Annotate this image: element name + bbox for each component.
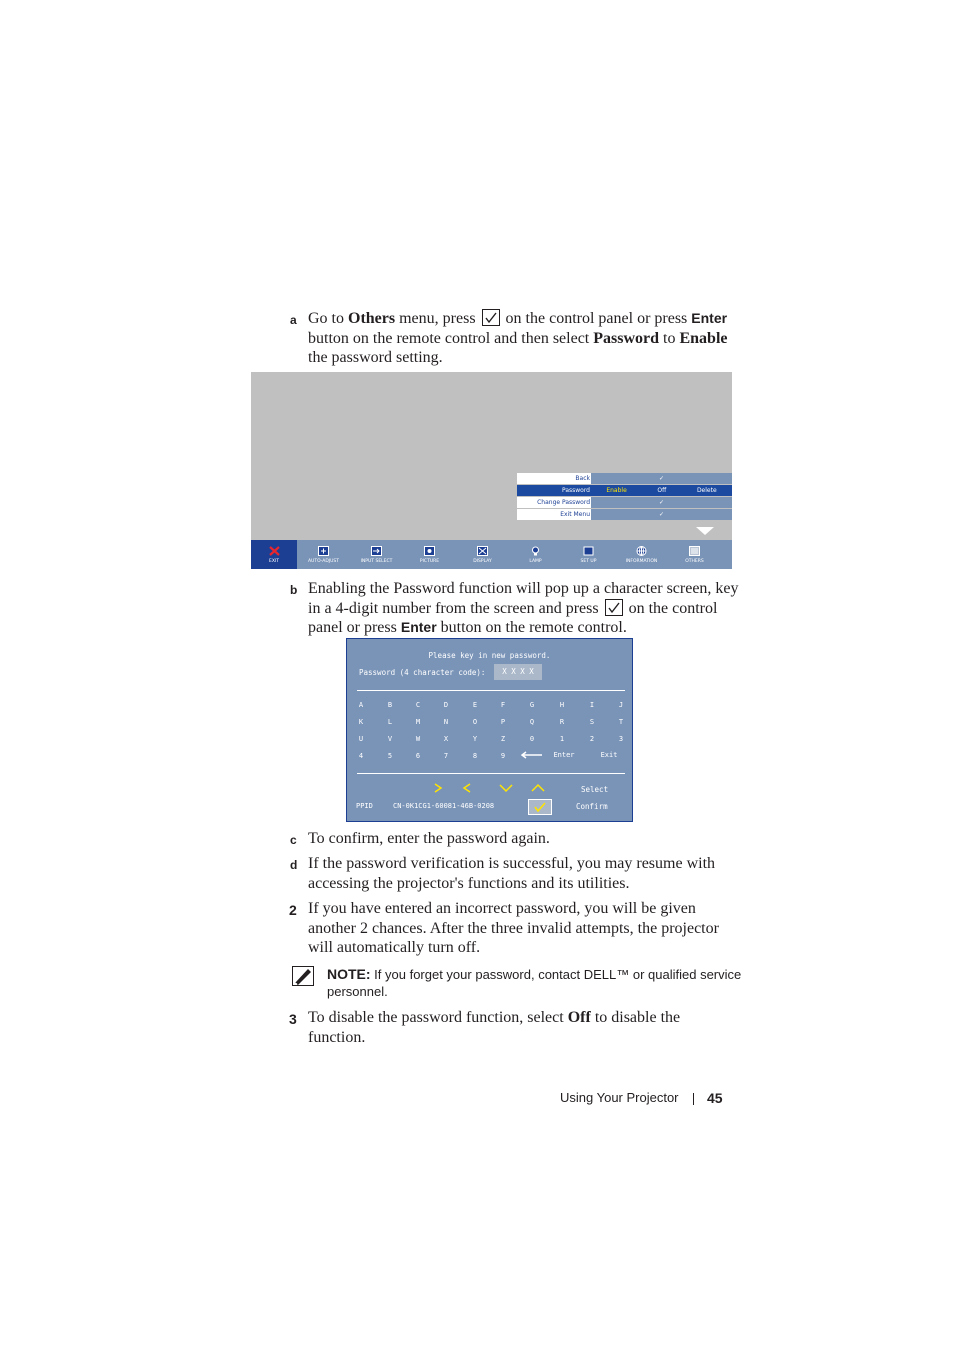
- tab-display[interactable]: DISPLAY: [456, 540, 509, 569]
- information-globe-icon: [636, 546, 647, 556]
- key-1[interactable]: 1: [559, 735, 565, 743]
- key-z[interactable]: Z: [500, 735, 506, 743]
- down-arrow-icon: [499, 783, 513, 795]
- password-field-label: Password (4 character code):: [359, 668, 486, 677]
- key-x[interactable]: X: [443, 735, 449, 743]
- key-6[interactable]: 6: [415, 752, 421, 760]
- tab-exit[interactable]: EXIT: [251, 540, 297, 569]
- key-9[interactable]: 9: [500, 752, 506, 760]
- confirm-label: Confirm: [576, 802, 608, 811]
- key-i[interactable]: I: [589, 701, 595, 709]
- step-c-text: To confirm, enter the password again.: [308, 830, 550, 847]
- key-8[interactable]: 8: [472, 752, 478, 760]
- step-b-text: Enabling the Password function will pop up a character screen, key in a 4-digit number from the screen and press on the control panel or press Enter button on the remote control.: [308, 580, 739, 637]
- ppid-label: PPID: [356, 802, 373, 810]
- exit-x-icon: [269, 546, 280, 556]
- display-icon: [477, 546, 488, 556]
- others-icon: [689, 546, 700, 556]
- step-b-label: b: [290, 583, 298, 597]
- picture-icon: [424, 546, 435, 556]
- tab-input-select[interactable]: INPUT SELECT: [350, 540, 403, 569]
- step-2-label: 2: [289, 902, 297, 918]
- key-h[interactable]: H: [559, 701, 565, 709]
- enter-key[interactable]: Enter: [553, 751, 575, 759]
- auto-adjust-icon: [318, 546, 329, 556]
- set-up-icon: [583, 546, 594, 556]
- page-number: 45: [707, 1090, 723, 1106]
- key-0[interactable]: 0: [529, 735, 535, 743]
- step-3-text: To disable the password function, select Off to disable the function.: [308, 1009, 681, 1046]
- step-d-text: If the password verification is successful, you may resume with accessing the projector's functions and its utilities.: [308, 855, 716, 892]
- note-pencil-icon: [292, 966, 314, 990]
- input-select-icon: [371, 546, 382, 556]
- key-2[interactable]: 2: [589, 735, 595, 743]
- key-m[interactable]: M: [415, 718, 421, 726]
- up-arrow-icon: [531, 783, 545, 795]
- key-4[interactable]: 4: [358, 752, 364, 760]
- check-button-icon: [482, 309, 500, 326]
- key-j[interactable]: J: [618, 701, 624, 709]
- key-r[interactable]: R: [559, 718, 565, 726]
- scroll-down-icon[interactable]: [696, 527, 714, 535]
- password-screen-title: Please key in new password.: [428, 651, 551, 660]
- menu-row-back[interactable]: Back ✓: [517, 473, 732, 485]
- key-c[interactable]: C: [415, 701, 421, 709]
- tab-picture[interactable]: PICTURE: [403, 540, 456, 569]
- footer-divider: [693, 1093, 694, 1105]
- menu-row-change-password[interactable]: Change Password ✓: [517, 497, 732, 509]
- note-text: NOTE: If you forget your password, contact DELL™ or qualified service personnel.: [327, 966, 742, 999]
- tab-others[interactable]: OTHERS: [668, 540, 721, 569]
- step-c-label: c: [290, 833, 297, 847]
- key-q[interactable]: Q: [529, 718, 535, 726]
- lamp-icon: [530, 546, 541, 556]
- step-a-label: a: [290, 313, 297, 327]
- key-y[interactable]: Y: [472, 735, 478, 743]
- key-w[interactable]: W: [415, 735, 421, 743]
- tab-information[interactable]: INFORMATION: [615, 540, 668, 569]
- menu-row-exit-menu[interactable]: Exit Menu ✓: [517, 509, 732, 521]
- tab-auto-adjust[interactable]: AUTO-ADJUST: [297, 540, 350, 569]
- password-delete-option[interactable]: Delete: [696, 487, 717, 494]
- step-a-text: Go to Others menu, press on the control panel or press Enter button on the remote control and then select Password to Enable the password setting.: [308, 310, 728, 367]
- password-enable-option[interactable]: Enable: [606, 487, 627, 494]
- right-arrow-icon: [433, 783, 443, 795]
- exit-key[interactable]: Exit: [600, 751, 618, 759]
- osd-others-menu: [517, 473, 732, 521]
- select-label: Select: [581, 785, 609, 794]
- key-o[interactable]: O: [472, 718, 478, 726]
- key-e[interactable]: E: [472, 701, 478, 709]
- key-b[interactable]: B: [387, 701, 393, 709]
- osd-tab-bar: [251, 540, 732, 569]
- left-arrow-icon: [462, 783, 472, 795]
- password-off-option[interactable]: Off: [657, 487, 667, 494]
- step-d-label: d: [290, 858, 298, 872]
- key-3[interactable]: 3: [618, 735, 624, 743]
- key-7[interactable]: 7: [443, 752, 449, 760]
- osd-others-screenshot: [251, 372, 732, 569]
- check-button-icon: [605, 599, 623, 616]
- menu-row-password[interactable]: Password Enable Off Delete: [517, 485, 732, 497]
- key-s[interactable]: S: [589, 718, 595, 726]
- step-3-label: 3: [289, 1011, 297, 1027]
- key-f[interactable]: F: [500, 701, 506, 709]
- key-l[interactable]: L: [387, 718, 393, 726]
- confirm-check-icon[interactable]: [528, 799, 552, 815]
- divider: [357, 773, 625, 774]
- password-field[interactable]: X X X X: [494, 664, 542, 680]
- step-2-text: If you have entered an incorrect password, you will be given another 2 chances. After the three invalid attempts, the projector will automatically turn off.: [308, 900, 719, 957]
- key-u[interactable]: U: [358, 735, 364, 743]
- divider: [357, 690, 625, 691]
- footer-section-title: Using Your Projector: [560, 1090, 679, 1105]
- tab-set-up[interactable]: SET UP: [562, 540, 615, 569]
- key-v[interactable]: V: [387, 735, 393, 743]
- key-t[interactable]: T: [618, 718, 624, 726]
- key-5[interactable]: 5: [387, 752, 393, 760]
- key-d[interactable]: D: [443, 701, 449, 709]
- password-entry-screenshot: [346, 638, 633, 822]
- key-g[interactable]: G: [529, 701, 535, 709]
- key-n[interactable]: N: [443, 718, 449, 726]
- backspace-arrow-icon[interactable]: [520, 751, 544, 761]
- key-p[interactable]: P: [500, 718, 506, 726]
- ppid-value: CN-0K1CG1-60081-46B-0208: [393, 802, 495, 810]
- key-k[interactable]: K: [358, 718, 364, 726]
- key-a[interactable]: A: [358, 701, 364, 709]
- tab-lamp[interactable]: LAMP: [509, 540, 562, 569]
